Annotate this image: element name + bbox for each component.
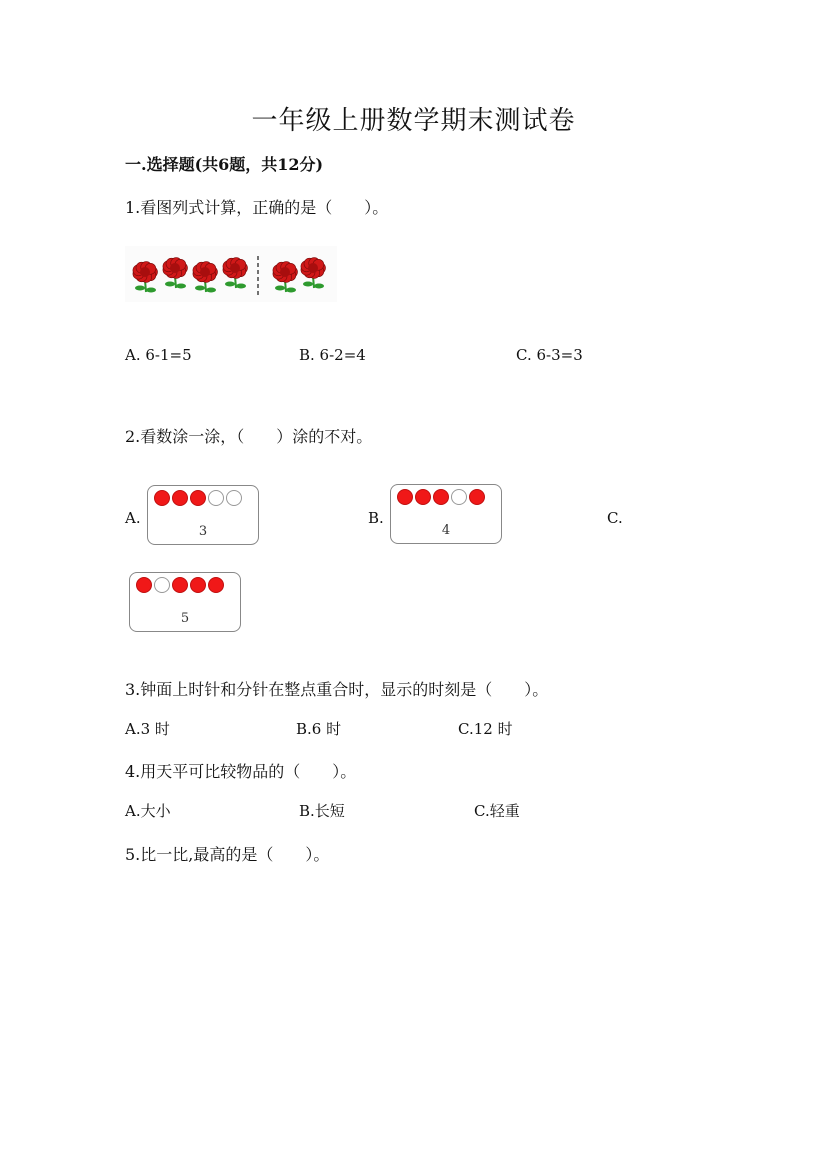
q1-option-b[interactable]: B. 6-2=4 [299, 346, 366, 364]
question-1-text: 1.看图列式计算，正确的是（ ）。 [125, 198, 389, 217]
question-4-text: 4.用天平可比较物品的（ ）。 [125, 762, 357, 781]
question-2-text: 2.看数涂一涂，（ ）涂的不对。 [125, 427, 373, 446]
q1-option-c[interactable]: C. 6-3=3 [516, 346, 583, 364]
white-dot[interactable] [154, 577, 170, 593]
q2-label-c[interactable]: C. [607, 509, 623, 527]
red-dot[interactable] [154, 490, 170, 506]
count-number: 3 [198, 524, 208, 539]
q3-option-b[interactable]: B.6 时 [296, 720, 342, 738]
red-dot[interactable] [190, 577, 206, 593]
q2-label-a[interactable]: A. [125, 509, 141, 527]
dot-row [154, 490, 242, 506]
red-dot[interactable] [172, 490, 188, 506]
question-5-text: 5.比一比,最高的是（ ）。 [125, 845, 330, 864]
red-dot[interactable] [136, 577, 152, 593]
red-dot[interactable] [208, 577, 224, 593]
red-dot[interactable] [415, 489, 431, 505]
flower-figure [125, 246, 337, 302]
page-title: 一年级上册数学期末测试卷 [251, 106, 576, 136]
white-dot[interactable] [451, 489, 467, 505]
white-dot[interactable] [208, 490, 224, 506]
question-3-text: 3.钟面上时针和分针在整点重合时，显示的时刻是（ ）。 [125, 680, 549, 699]
count-number: 5 [180, 611, 190, 626]
count-box-c[interactable] [129, 572, 241, 632]
q4-option-a[interactable]: A.大小 [125, 802, 171, 820]
red-dot[interactable] [190, 490, 206, 506]
q3-option-c[interactable]: C.12 时 [458, 720, 513, 738]
q3-option-a[interactable]: A.3 时 [125, 720, 170, 738]
white-dot[interactable] [226, 490, 242, 506]
red-dot[interactable] [433, 489, 449, 505]
red-dot[interactable] [397, 489, 413, 505]
q4-option-b[interactable]: B.长短 [299, 802, 345, 820]
q2-label-b[interactable]: B. [368, 509, 384, 527]
red-dot[interactable] [172, 577, 188, 593]
count-box-b[interactable] [390, 484, 502, 544]
count-number: 4 [441, 523, 451, 538]
dot-row [397, 489, 485, 505]
red-dot[interactable] [469, 489, 485, 505]
count-box-a[interactable] [147, 485, 259, 545]
q4-option-c[interactable]: C.轻重 [474, 802, 520, 820]
section-heading: 一.选择题(共6题，共12分) [125, 155, 324, 174]
q1-option-a[interactable]: A. 6-1=5 [125, 346, 192, 364]
dot-row [136, 577, 224, 593]
